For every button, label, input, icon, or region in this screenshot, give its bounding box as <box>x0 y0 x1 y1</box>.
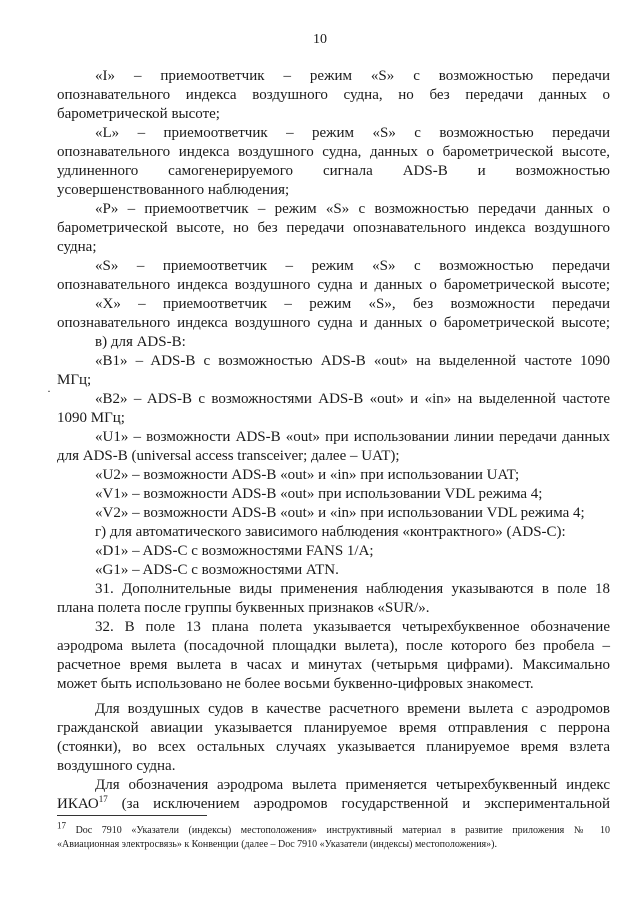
text-line: «I» – приемоответчик – режим «S» с возможностью передачи <box>95 68 610 84</box>
footnote-ref[interactable]: 17 <box>98 794 108 804</box>
text-line: Для воздушных судов в качестве расчетного времени вылета с аэродромов <box>95 701 610 717</box>
footnote-line: «Авиационная электросвязь» к Конвенции (далее – Doc 7910 «Указатели (индексы) местоположения»). <box>57 839 497 850</box>
text-line: «L» – приемоответчик – режим «S» с возможностью передачи <box>95 125 610 141</box>
text-line: «G1» – ADS-C с возможностями ATN. <box>95 562 339 578</box>
text-line: опознавательного индекса воздушного судна, данных о барометрической высоте, <box>57 144 610 160</box>
text-line: усовершенствованного наблюдения; <box>57 182 290 198</box>
footnote-number: 17 <box>57 820 66 831</box>
text-line: барометрической высоте; <box>57 106 220 122</box>
text-line: расчетное время вылета в часах и минутах (четырьмя цифрами). Максимально <box>57 657 610 673</box>
text-line: «B2» – ADS-B с возможностями ADS-B «out» и «in» на выделенной частоте <box>95 391 610 407</box>
text-line: удлиненного самогенерируемого сигнала ADS-B и возможностью <box>57 163 610 179</box>
text-line: «U2» – возможности ADS-B «out» и «in» при использовании UAT; <box>95 467 520 483</box>
text-line: гражданской авиации указывается планируемое время отправления с перрона <box>57 720 610 736</box>
page-number: 10 <box>313 32 327 47</box>
text-line: «D1» – ADS-C с возможностями FANS 1/A; <box>95 543 374 559</box>
text-line: 1090 МГц; <box>57 410 125 426</box>
text-line: 31. Дополнительные виды применения наблюдения указываются в поле 18 <box>95 581 610 597</box>
footnote-divider <box>57 815 207 816</box>
text-line: «V2» – возможности ADS-B «out» и «in» при использовании VDL режима 4; <box>95 505 585 521</box>
text-line: 32. В поле 13 плана полета указывается четырехбуквенное обозначение <box>95 619 610 635</box>
text-line: г) для автоматического зависимого наблюдения «контрактного» (ADS-C): <box>95 524 566 540</box>
margin-mark: · <box>47 384 51 398</box>
text-line: опознавательного индекса воздушного судна и данных о барометрической высоте; <box>57 315 610 331</box>
text-line: МГц; <box>57 372 92 388</box>
footnote-text: Doc 7910 «Указатели (индексы) местоположения» инструктивный материал в развитие приложения № 10 <box>75 825 610 836</box>
icao-word: ИКАО <box>57 796 99 812</box>
text-line: опознавательного индекса воздушного судна, но без передачи данных о <box>57 87 610 103</box>
text-line: опознавательного индекса воздушного судна и данных о барометрической высоте; <box>57 277 610 293</box>
text-line: «V1» – возможности ADS-B «out» при использовании VDL режима 4; <box>95 486 543 502</box>
text-fragment: (за исключением аэродромов государственной и экспериментальной <box>121 796 610 812</box>
text-line: может быть использовано не более восьми буквенно-цифровых знакомест. <box>57 676 534 692</box>
text-line: «B1» – ADS-B с возможностью ADS-B «out» на выделенной частоте 1090 <box>95 353 610 369</box>
text-line: (стоянки), во всех остальных случаях указывается планируемое время взлета <box>57 739 610 755</box>
text-line <box>57 795 610 813</box>
text-line: «P» – приемоответчик – режим «S» с возможностью передачи данных о <box>95 201 610 217</box>
text-line: Для обозначения аэродрома вылета применяется четырехбуквенный индекс <box>95 777 610 793</box>
text-line: воздушного судна. <box>57 758 176 774</box>
text-line: плана полета после группы буквенных признаков «SUR/». <box>57 600 430 616</box>
text-line: «S» – приемоответчик – режим «S» с возможностью передачи <box>95 258 610 274</box>
text-line: в) для ADS-B: <box>95 334 186 350</box>
text-line: «X» – приемоответчик – режим «S», без возможности передачи <box>95 296 610 312</box>
text-line: судна; <box>57 239 97 255</box>
footnote-line <box>57 820 610 838</box>
text-line: аэродрома вылета (посадочной площадки вылета), после которого без пробела – <box>57 638 610 654</box>
text-line: барометрической высоте, но без передачи опознавательного индекса воздушного <box>57 220 610 236</box>
text-line: для ADS-B (universal access transceiver; далее – UAT); <box>57 448 400 464</box>
text-line: «U1» – возможности ADS-B «out» при использовании линии передачи данных <box>95 429 610 445</box>
